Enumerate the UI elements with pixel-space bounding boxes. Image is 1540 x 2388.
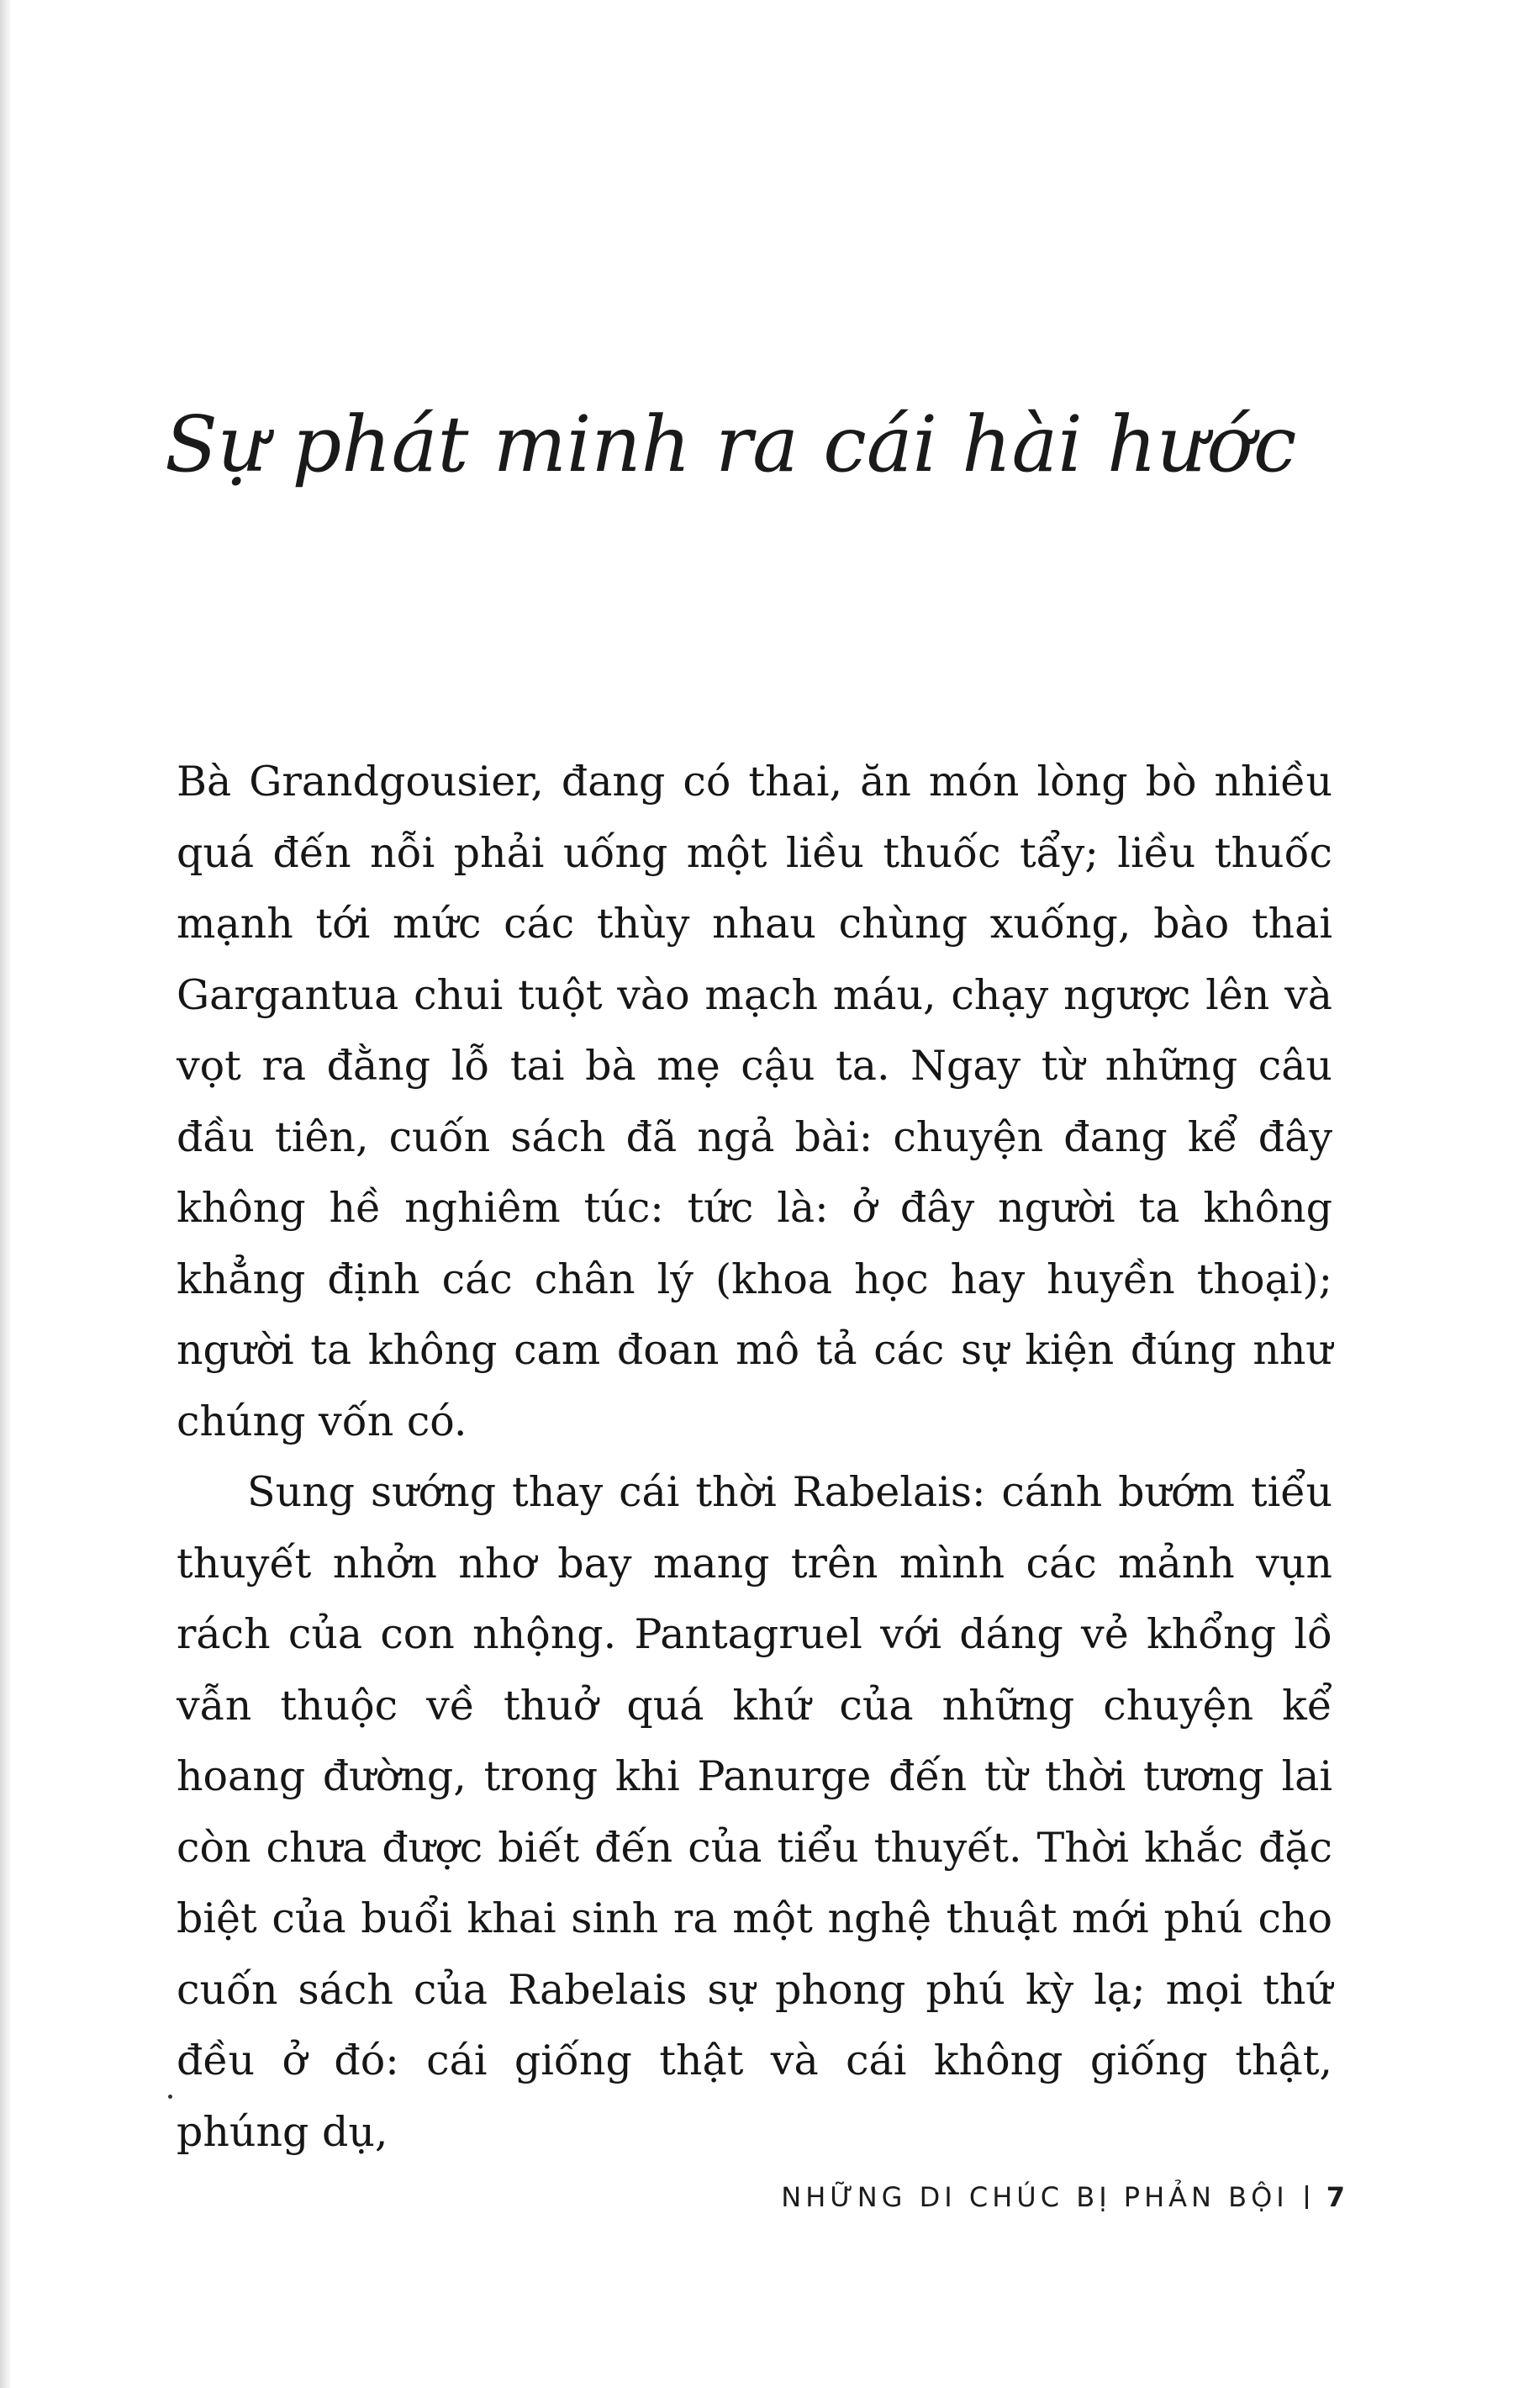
print-speck: [168, 2095, 172, 2099]
running-footer-book-title: NHỮNG DI CHÚC BỊ PHẢN BỘI: [781, 2181, 1289, 2213]
body-text: [177, 747, 1332, 2168]
paragraph-2: Sung sướng thay cái thời Rabelais: cánh bướm tiểu thuyết nhởn nhơ bay mang trên mình các mảnh vụn rách của con nhộng. Pantagruel với dáng vẻ khổng lồ vẫn thuộc về thuở quá khứ của những chuyện kể hoang đường, trong khi Panurge đến từ thời tương lai còn chưa được biết đến của tiểu thuyết. Thời khắc đặc biệt của buổi khai sinh ra một nghệ thuật mới phú cho cuốn sách của Rabelais sự phong phú kỳ lạ; mọi thứ đều ở đó: cái giống thật và cái không giống thật, phúng dụ,: [177, 1468, 1332, 2156]
page-edge-shadow: [0, 0, 12, 2388]
paragraph-1: Bà Grandgousier, đang có thai, ăn món lòng bò nhiều quá đến nỗi phải uống một liều thuốc tẩy; liều thuốc mạnh tới mức các thùy nhau chùng xuống, bào thai Gargantua chui tuột vào mạch máu, chạy ngược lên và vọt ra đằng lỗ tai bà mẹ cậu ta. Ngay từ những câu đầu tiên, cuốn sách đã ngả bài: chuyện đang kể đây không hề nghiêm túc: tức là: ở đây người ta không khẳng định các chân lý (khoa học hay huyền thoại); người ta không cam đoan mô tả các sự kiện đúng như chúng vốn có.: [177, 758, 1332, 1445]
running-footer: [781, 2181, 1345, 2213]
chapter-title: Sự phát minh ra cái hài hước: [165, 399, 1297, 489]
page-number: 7: [1326, 2181, 1345, 2213]
footer-separator: [1305, 2185, 1308, 2209]
